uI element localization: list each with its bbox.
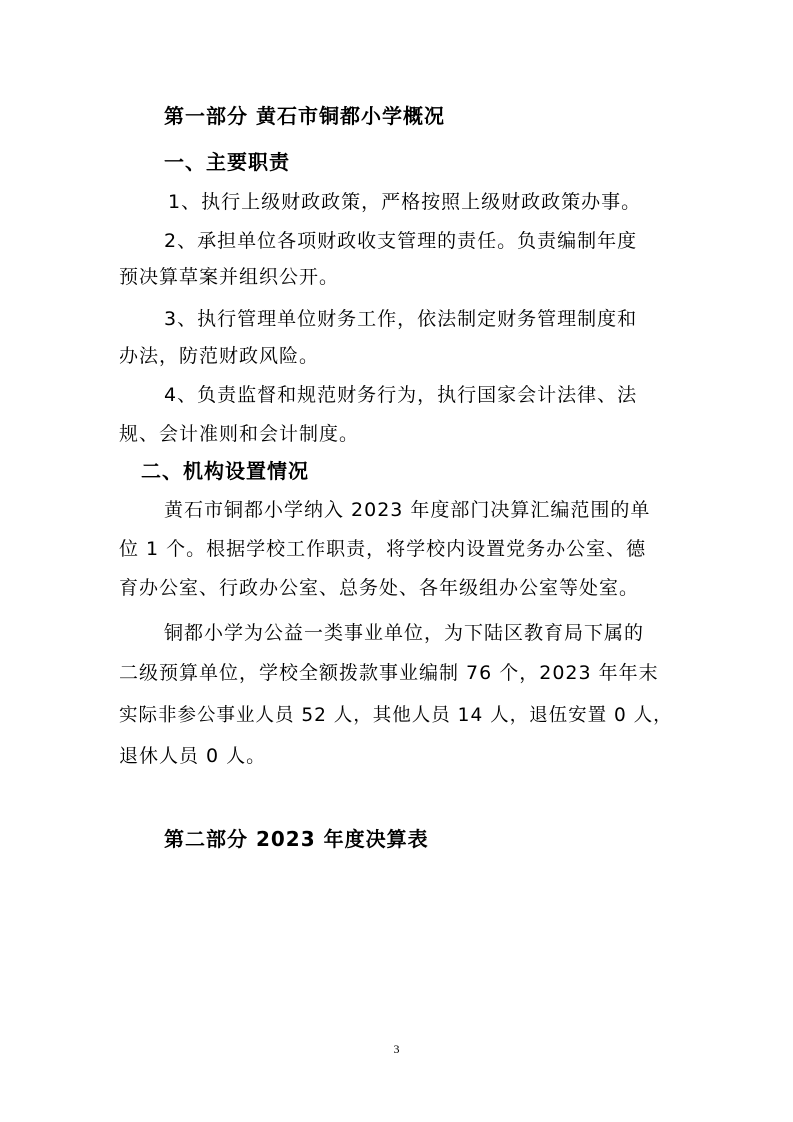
duty-item-1: 1、执行上级财政政策，严格按照上级财政政策办事。 [168,191,642,213]
org-paragraph-2-line-2: 二级预算单位，学校全额拨款事业编制 76 个，2023 年年末 [119,662,659,684]
org-paragraph-2-line-4: 退休人员 0 人。 [119,745,267,767]
org-paragraph-1-line-3: 育办公室、行政办公室、总务处、各年级组办公室等处室。 [119,577,640,599]
duty-item-3-line-2: 办法，防范财政风险。 [119,345,320,367]
duty-item-2-line-2: 预决算草案并组织公开。 [119,266,340,288]
section1-heading: 一、主要职责 [164,150,290,174]
duty-item-2-line-1: 2、承担单位各项财政收支管理的责任。负责编制年度 [164,230,638,252]
org-paragraph-2-line-1: 铜都小学为公益一类事业单位，为下陆区教育局下属的 [164,622,645,644]
part1-title: 第一部分 黄石市铜都小学概况 [164,104,445,128]
page-number: 3 [393,1042,400,1056]
part2-title: 第二部分 2023 年度决算表 [164,827,429,851]
org-paragraph-2-line-3: 实际非参公事业人员 52 人，其他人员 14 人，退伍安置 0 人， [119,705,673,726]
duty-item-4-line-2: 规、会计准则和会计制度。 [119,423,360,445]
org-paragraph-1-line-2: 位 1 个。根据学校工作职责，将学校内设置党务办公室、德 [119,538,647,560]
org-paragraph-1-line-1: 黄石市铜都小学纳入 2023 年度部门决算汇编范围的单 [164,499,651,521]
duty-item-4-line-1: 4、负责监督和规范财务行为，执行国家会计法律、法 [164,384,638,406]
section2-heading: 二、机构设置情况 [141,459,309,483]
duty-item-3-line-1: 3、执行管理单位财务工作，依法制定财务管理制度和 [164,308,638,330]
